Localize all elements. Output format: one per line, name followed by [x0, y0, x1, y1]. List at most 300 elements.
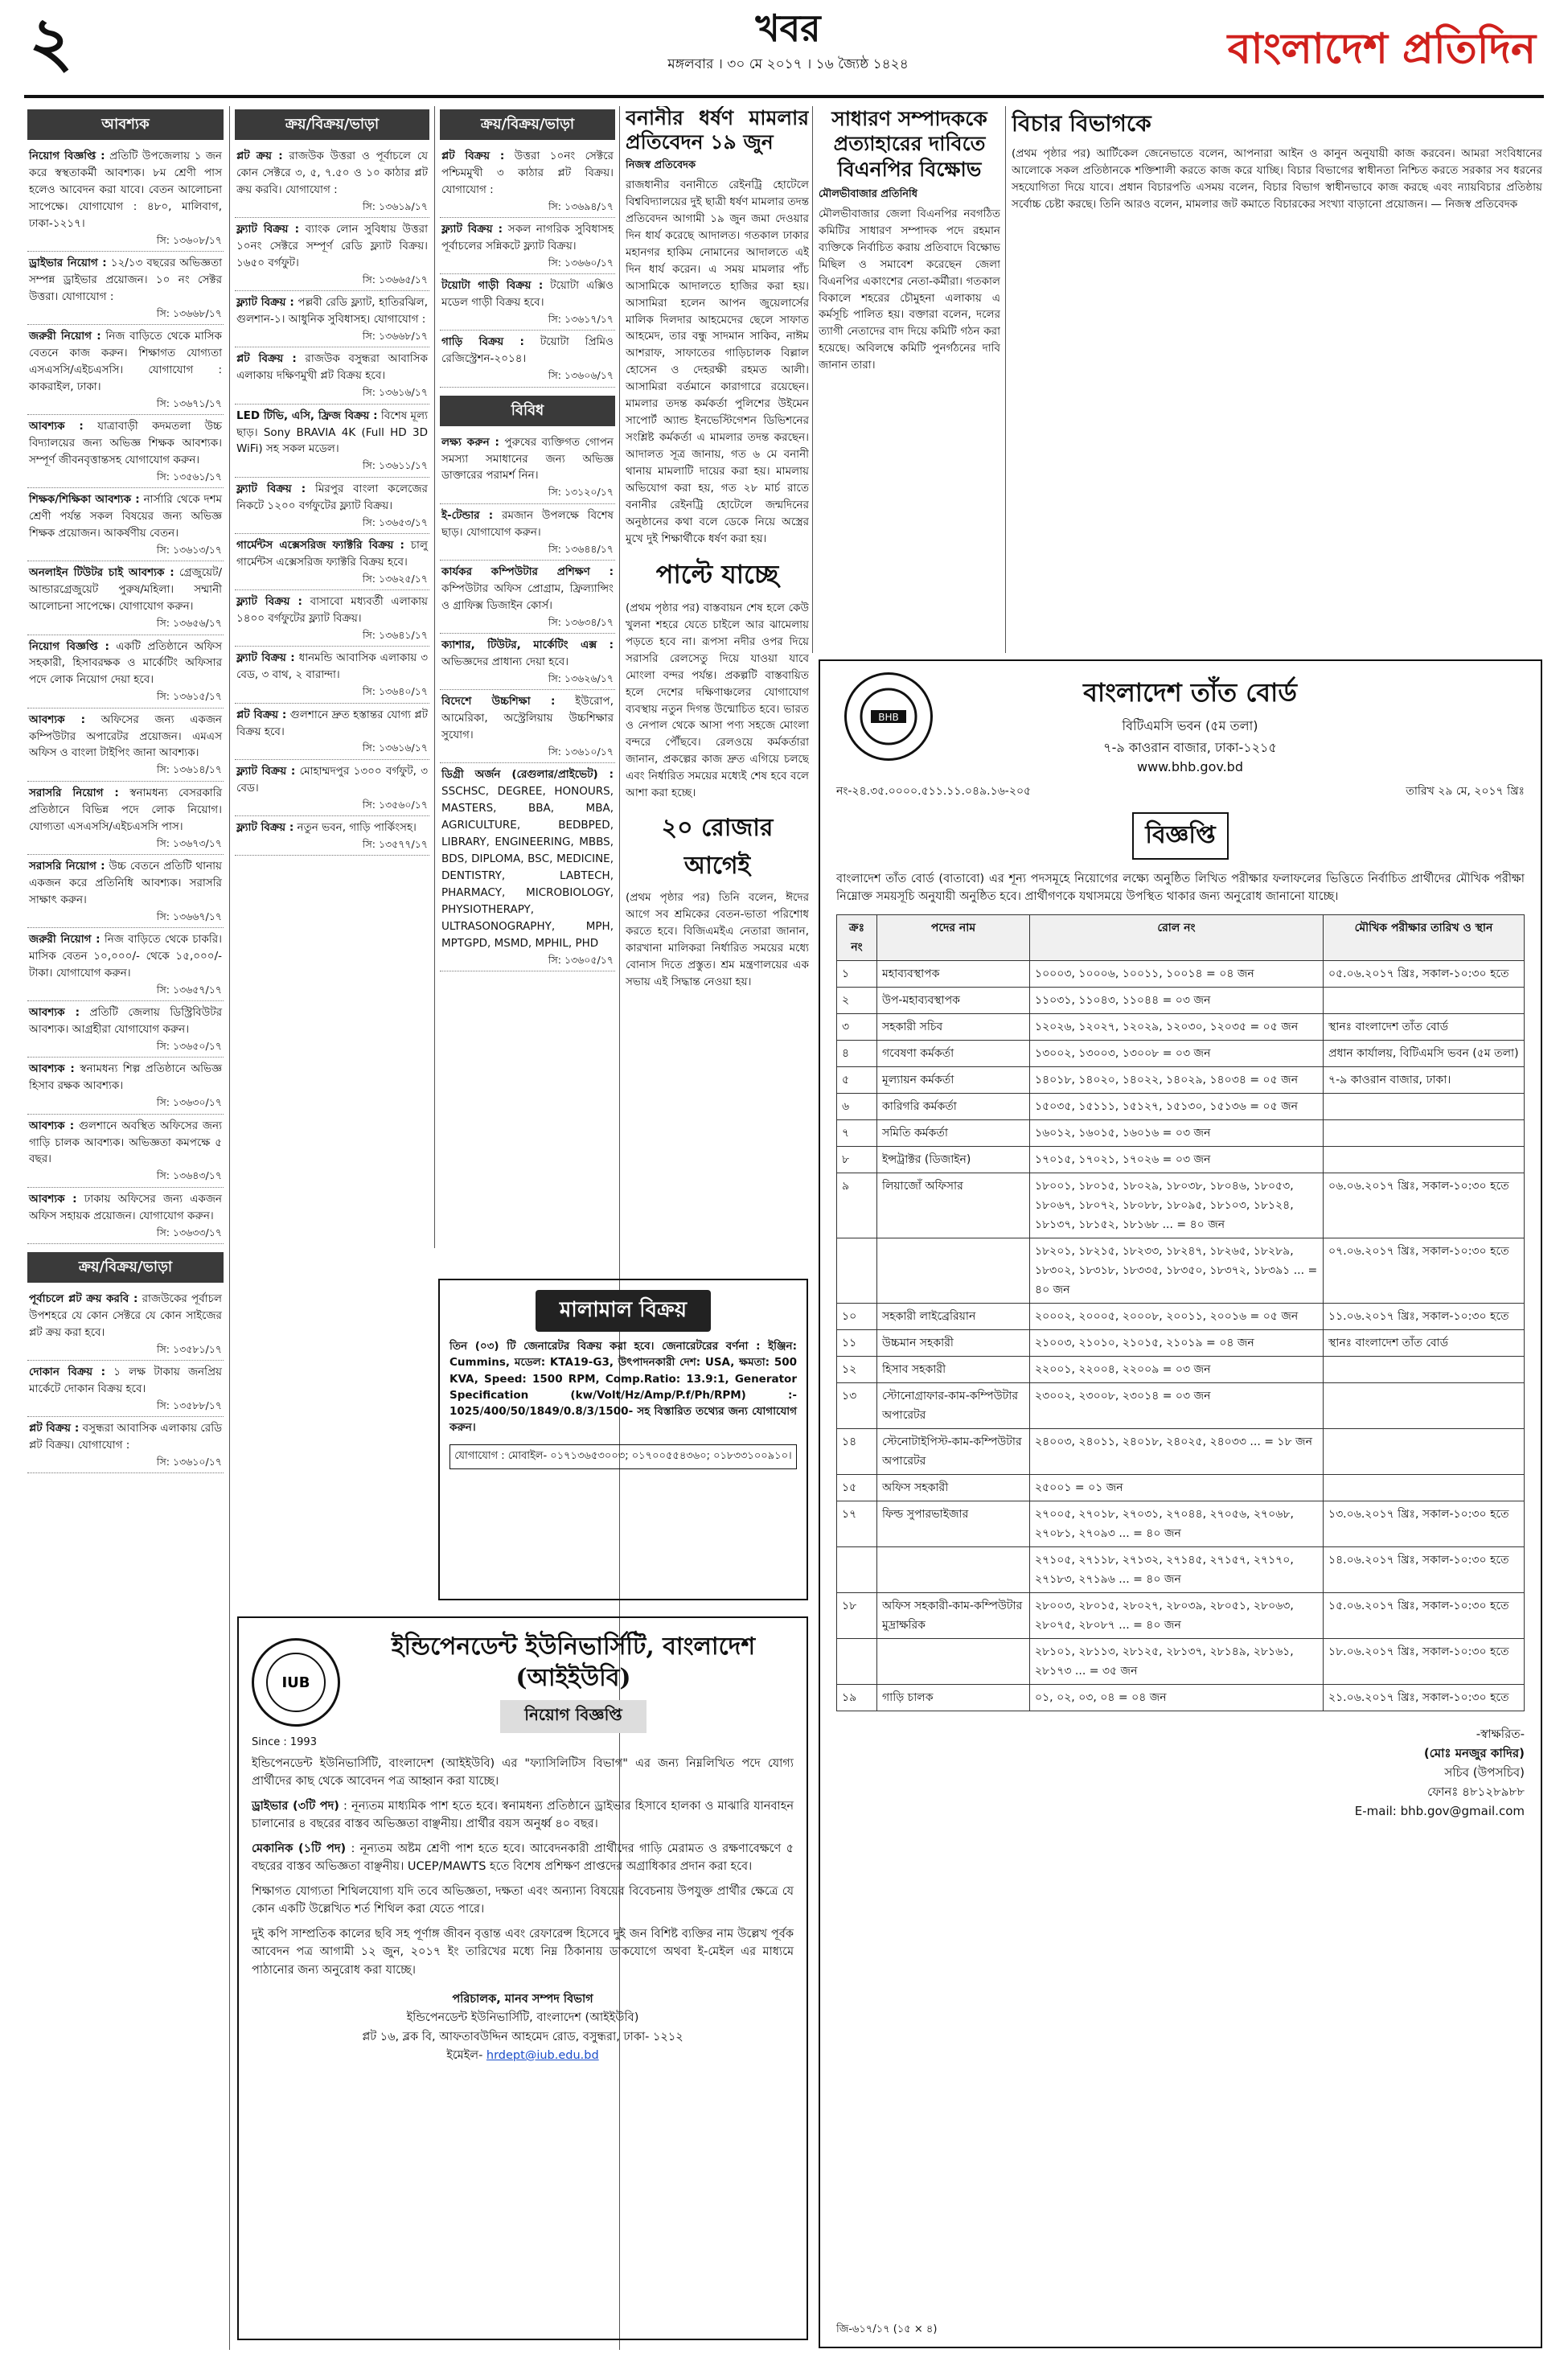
ad-ref: সি: ১৩৬১৪/১৭ [156, 763, 222, 776]
classified-ad [440, 331, 615, 387]
iub-note: শিক্ষাগত যোগ্যতা শিথিলযোগ্য যদি তবে অভিজ্ঞতা, দক্ষতা এবং অন্যান্য বিষয়ের বিবেচনায় উপযুক্ত প্রার্থীর ক্ষেত্রে যে কোন একটি উল্লেখিত শর্ত শিথিল করা যেতে পারে। [252, 1884, 794, 1916]
iub-recruitment-ad [237, 1616, 808, 2340]
table-row [837, 1546, 1525, 1592]
table-cell-rolls: ১৪০১৮, ১৪০২০, ১৪০২২, ১৪০২৯, ১৪০৩৪ = ০৫ জন [1030, 1066, 1324, 1093]
ad-title: প্লট বিক্রয় : [441, 149, 505, 162]
ad-ref: সি: ১৩৬৭৩/১৭ [156, 836, 222, 849]
table-cell-when: ১৫.০৬.২০১৭ খ্রিঃ, সকাল-১০:৩০ হতে [1324, 1592, 1525, 1638]
iub-notice-title: নিয়োগ বিজ্ঞপ্তি [500, 1700, 646, 1733]
signer-name: (মোঃ মনজুর কাদির) [1423, 1745, 1525, 1760]
page-number: ২ [29, 2, 73, 81]
ad-title: টয়োটা গাড়ী বিক্রয় : [441, 279, 544, 293]
ad-body: যাত্রাবাড়ী কদমতলা উচ্চ বিদ্যালয়ের জন্য অভিজ্ঞ শিক্ষক আবশ্যক। সম্পূর্ণ জীবনবৃত্তান্তসহ যোগাযোগ করুন। [29, 420, 222, 466]
table-cell-when [1324, 1119, 1525, 1146]
table-row [837, 1474, 1525, 1501]
signer-phone: ফোনঃ ৪৮১২৮৯৮৮ [1426, 1784, 1525, 1799]
table-cell-rolls: ১৫০৩৫, ১৫১১১, ১৫১২৭, ১৫১৩০, ১৫১৩৬ = ০৫ জন [1030, 1093, 1324, 1119]
classified-column-1 [27, 106, 224, 2350]
notice-date: তারিখ ২৯ মে, ২০১৭ খ্রিঃ [1406, 785, 1525, 798]
ad-ref: সি: ১৩৫৬০/১৭ [362, 798, 428, 811]
ad-body: গুলশানে দ্রুত হস্তান্তর যোগ্য প্লট বিক্রয় হবে। [236, 708, 428, 738]
classified-ad [235, 218, 429, 291]
ad-list [235, 145, 429, 856]
iub-footer: পরিচালক, মানব সম্পদ বিভাগ [452, 1993, 593, 2006]
notice-address: ৭-৯ কাওরান বাজার, ঢাকা-১২১৫ [1103, 740, 1277, 755]
table-cell-post: স্টোনোগ্রাফার-কাম-কম্পিউটার অপারেটর [877, 1382, 1030, 1428]
classified-ad [440, 145, 615, 218]
table-cell-post: গবেষণা কর্মকর্তা [877, 1040, 1030, 1066]
ad-title: জরুরী নিয়োগ : [29, 330, 101, 343]
table-row [837, 1329, 1525, 1356]
ad-title: ফ্ল্যাট বিক্রয় : [236, 296, 294, 310]
classified-column-3 [440, 106, 615, 1248]
ad-title: প্লট বিক্রয় : [236, 708, 287, 721]
ad-body: SSCHSC, DEGREE, HONOURS, MASTERS, BBA, MBA, AGRICULTURE, BEDBPED, LIBRARY, ENGINEERING, MBBS, BDS, DIPLOMA, BSC, MEDICINE, DENTISTRY, LABTECH, PHARMACY, MICROBIOLOGY, PHYSIOTHERAPY, ULTRASONOGRAPHY, MPH, MPTGPD, MSMD, MPHIL, PHD [441, 785, 614, 950]
ad-title: প্লট বিক্রয় : [236, 352, 297, 366]
ad-body: গুলশানে অবস্থিত অফিসের জন্য গাড়ি চালক আবশ্যক। অভিজ্ঞতা কমপক্ষে ৫ বছর। [29, 1119, 222, 1166]
table-cell-rolls: ১১০৩১, ১১০৪৩, ১১০৪৪ = ০৩ জন [1030, 987, 1324, 1013]
classified-ad [27, 1417, 224, 1473]
table-cell-post: ইন্সট্রাক্টর (ডিজাইন) [877, 1146, 1030, 1173]
ad-body: চালু গার্মেন্টস এক্সেসরিজ ফ্যাক্টরি বিক্রয় হবে। [236, 538, 428, 569]
ad-body: নিজ বাড়িতে থেকে চাকরি। মাসিক বেতন ১০,০০০/- থেকে ১৫,০০০/- টাকা। যোগাযোগ করুন। [29, 933, 222, 980]
ad-body: ইউরোপ, আমেরিকা, অস্ট্রেলিয়ায় উচ্চশিক্ষার সুযোগ। [441, 695, 614, 742]
ad-ref: সি: ১৩৬৭১/১৭ [156, 396, 222, 409]
ad-body: পুরুষের ব্যক্তিগত গোপন সমস্যা সমাধানের জন্য অভিজ্ঞ ডাক্তারের পরামর্শ নিন। [441, 435, 614, 483]
ad-title: আবশ্যক : [29, 1006, 80, 1020]
classified-ad [27, 635, 224, 709]
ad-ref: সি: ১৩৬২৬/১৭ [548, 672, 614, 684]
classified-ad [440, 763, 615, 971]
ad-ref: সি: ১৩৬৩০/১৭ [156, 1096, 222, 1109]
ad-title: LED টিভি, এসি, ফ্রিজ বিক্রয় : [236, 409, 378, 422]
table-row [837, 1119, 1525, 1146]
ad-body: গ্রেজুয়েট/আন্ডারগ্রেজুয়েট পুরুষ/মহিলা। সম্মানী আলোচনা সাপেক্ষে। যোগাযোগ করুন। [29, 566, 222, 614]
ad-body: নার্সারি থেকে দশম শ্রেণী পর্যন্ত সকল বিষয়ের জন্য অভিজ্ঞ শিক্ষক প্রয়োজন। আকর্ষণীয় বেতন। [29, 493, 223, 540]
table-cell-sl: ৪ [837, 1040, 877, 1066]
table-row [837, 1238, 1525, 1303]
sale-heading: মালামাল বিক্রয় [536, 1290, 711, 1332]
classified-ad [440, 431, 615, 504]
iub-post-desc: : নূন্যতম মাধ্যমিক পাশ হতে হবে। স্বনামধন্য প্রতিষ্ঠানে ড্রাইভার হিসাবে হালকা ও মাঝারি যানবাহন চালানোর ৪ বছরের বাস্তব অভিজ্ঞতা বাঞ্ছনীয়। প্রার্থীর বয়স অনুর্ধ্ব ৪০ বছর। [252, 1799, 794, 1831]
table-cell-when [1324, 1428, 1525, 1474]
table-cell-when: ২১.০৬.২০১৭ খ্রিঃ, সকাল-১০:৩০ হতে [1324, 1684, 1525, 1711]
ad-title: দোকান বিক্রয় : [29, 1366, 106, 1379]
classified-ad [27, 1361, 224, 1417]
table-cell-when: ১৩.০৬.২০১৭ খ্রিঃ, সকাল-১০:৩০ হতে [1324, 1501, 1525, 1546]
ad-body: রমজান উপলক্ষে বিশেষ ছাড়। যোগাযোগ করুন। [441, 508, 614, 539]
table-cell-post: সহকারী লাইব্রেরিয়ান [877, 1303, 1030, 1329]
ad-title: লক্ষ্য করুন : [441, 435, 499, 449]
article-body: (প্রথম পৃষ্ঠার পর) আর্টিকেল জেনেভাতে বলেন, আপনারা আইন ও কানুন অনুযায়ী কাজ করবেন। আমরা সংবিধানের আলোকে সকল প্রতিষ্ঠানকে শক্তিশালী করতে কাজ করে যাচ্ছি। বিচার বিভাগের স্বাধীনতা নিশ্চিত করতে সরকার সব ধরনের সহযোগিতা দিয়ে যাবে। প্রধান বিচারপতি এসময় বলেন, বিচার বিভাগ স্বাধীনভাবে কাজ করছে এবং ন্যায়বিচার প্রতিষ্ঠায় সর্বোচ্চ চেষ্টা করছে। তিনি আরও বলেন, মামলার জট কমাতে বিচারকের সংখ্যা বাড়ানো প্রয়োজন। — নিজস্ব প্রতিবেদক [1012, 147, 1542, 212]
table-cell-rolls: ২৮০০৩, ২৮০১৫, ২৮০২৭, ২৮০৩৯, ২৮০৫১, ২৮০৬৩, ২৮০৭৫, ২৮০৮৭ ... = ৪০ জন [1030, 1592, 1324, 1638]
ad-title: ফ্ল্যাট বিক্রয় : [236, 595, 302, 609]
ad-title: গাড়ি বিক্রয় : [441, 335, 524, 349]
table-row [837, 1173, 1525, 1238]
table-cell-sl: ৮ [837, 1146, 877, 1173]
sale-contact: যোগাযোগ : মোবাইল- ০১৭১৩৬৫৩০০৩; ০১৭০০৫৫৪৩৬০; ০১৮৩৩১০০৯১০। [449, 1444, 797, 1469]
column-heading: বিবিধ [440, 396, 615, 426]
table-cell-rolls: ২৭০০৫, ২৭০১৮, ২৭০৩১, ২৭০৪৪, ২৭০৫৬, ২৭০৬৮, ২৭০৮১, ২৭০৯৩ ... = ৪০ জন [1030, 1501, 1324, 1546]
svg-text:IUB: IUB [281, 1674, 310, 1691]
article-headline: সাধারণ সম্পাদককে প্রত্যাহারের দাবিতে বিএনপির বিক্ষোভ [831, 107, 987, 181]
table-cell-post: লিয়াজোঁ অফিসার [877, 1173, 1030, 1238]
ad-title: সরাসরি নিয়োগ : [29, 786, 119, 799]
table-cell-sl: ১০ [837, 1303, 877, 1329]
article-body: মৌলভীবাজার জেলা বিএনপির নবগঠিত কমিটির সাধারণ সম্পাদক পদে রহমান ব্যক্তিকে নির্বাচিত করায় প্রতিবাদে বিক্ষোভ মিছিল ও সমাবেশ করেছেন জেলা বিএনপির একাংশের নেতা-কর্মীরা। গতকাল বিকালে শহরের চৌমুহনা এলাকায় এ কর্মসূচি পালিত হয়। বক্তারা বলেন, দলের ত্যাগী নেতাদের বাদ দিয়ে কমিটি গঠন করা হয়েছে। অবিলম্বে কমিটি পুনর্গঠনের দাবি জানান তারা। [819, 207, 1000, 372]
table-header-cell: রোল নং [1030, 914, 1324, 960]
table-cell-post: অফিস সহকারী [877, 1474, 1030, 1501]
table-row [837, 1638, 1525, 1684]
ad-ref: সি: ১৩৫৮১/১৭ [156, 1342, 222, 1355]
table-cell-post [877, 1546, 1030, 1592]
table-cell-rolls: ১৮২০১, ১৮২১৫, ১৮২৩৩, ১৮২৪৭, ১৮২৬৫, ১৮২৮৯, ১৮৩০২, ১৮৩১৮, ১৮৩৩৫, ১৮৩৫০, ১৮৩৭২, ১৮৩৯১ ... = ৪০ জন [1030, 1238, 1324, 1303]
ad-title: প্লট বিক্রয় : [29, 1422, 80, 1435]
table-cell-when: ০৫.০৬.২০১৭ খ্রিঃ, সকাল-১০:৩০ হতে [1324, 960, 1525, 987]
news-article-judiciary [1012, 106, 1542, 645]
table-cell-post: মহাব্যবস্থাপক [877, 960, 1030, 987]
ad-body: বসুন্ধরা আবাসিক এলাকায় রেডি প্লট বিক্রয়। যোগাযোগ : [29, 1422, 223, 1452]
news-article-bnp [819, 106, 1000, 645]
iub-footer: প্লট ১৬, ব্লক বি, আফতাবউদ্দিন আহমেদ রোড, বসুন্ধরা, ঢাকা- ১২১২ [362, 2030, 683, 2043]
table-cell-rolls: ১২০২৬, ১২০২৭, ১২০২৯, ১২০৩০, ১২০৩৫ = ০৫ জন [1030, 1013, 1324, 1040]
article-headline: বনানীর ধর্ষণ মামলার প্রতিবেদন ১৯ জুন [626, 106, 809, 154]
ad-title: ক্যাশার, টিউটর, মার্কেটিং এক্স : [441, 639, 614, 652]
classified-ad [27, 782, 224, 855]
table-header-cell: মৌখিক পরীক্ষার তারিখ ও স্থান [1324, 914, 1525, 960]
news-article-banani [626, 106, 809, 1288]
classified-ad [27, 325, 224, 415]
ad-body: রাজউক উত্তরা ও পূর্বাচলে যে কোন সেক্টরে ৩, ৫, ৭.৫০ ও ১০ কাঠার প্লট ক্রয় করবি। যোগাযোগ : [236, 149, 428, 196]
classified-ad [440, 218, 615, 274]
ad-title: ফ্ল্যাট বিক্রয় : [441, 223, 503, 236]
ad-title: সরাসরি নিয়োগ : [29, 859, 105, 873]
iub-logo-icon [252, 1638, 340, 1727]
table-cell-when: স্থানঃ বাংলাদেশ তাঁত বোর্ড [1324, 1013, 1525, 1040]
notice-website: www.bhb.gov.bd [1137, 759, 1243, 774]
ad-ref: সি: ১৩৬৫৩/১৭ [362, 515, 428, 528]
column-heading: ক্রয়/বিক্রয়/ভাড়া [27, 1252, 224, 1283]
table-cell-rolls: ১৩০০২, ১৩০০৩, ১৩০০৮ = ০৩ জন [1030, 1040, 1324, 1066]
ad-body: মোহাম্মদপুর ১৩০০ বর্গফুট, ৩ বেড। [236, 764, 428, 795]
table-cell-rolls: ২৭১০৫, ২৭১১৮, ২৭১৩২, ২৭১৪৫, ২৭১৫৭, ২৭১৭০, ২৭১৮৩, ২৭১৯৬ ... = ৪০ জন [1030, 1546, 1324, 1592]
classified-ad [27, 1288, 224, 1361]
ad-title: আবশ্যক : [29, 1192, 77, 1205]
ad-ref: সি: ১৩৬১৩/১৭ [156, 543, 222, 556]
ad-ref: সি: ১৩৬১০/১৭ [156, 1456, 222, 1468]
ad-body: বাসাবো মধ্যবর্তী এলাকায় ১৪০০ বর্গফুটের ফ্ল্যাট বিক্রয়। [236, 595, 428, 626]
table-cell-post: উপ-মহাব্যবস্থাপক [877, 987, 1030, 1013]
table-cell-when [1324, 1093, 1525, 1119]
table-cell-rolls: ২৮১০১, ২৮১১৩, ২৮১২৫, ২৮১৩৭, ২৮১৪৯, ২৮১৬১, ২৮১৭৩ ... = ৩৫ জন [1030, 1638, 1324, 1684]
ad-body: অভিজ্ঞদের প্রাধান্য দেয়া হবে। [441, 655, 569, 668]
ad-body: পল্লবী রেডি ফ্ল্যাট, হাতিরঝিল, গুলশান-১। আধুনিক সুবিধাসহ। যোগাযোগ : [236, 296, 428, 327]
classified-ad [235, 816, 429, 856]
classified-ad [27, 1188, 224, 1244]
ad-body: নিজ বাড়িতে থেকে মাসিক বেতনে কাজ করুন। শিক্ষাগত যোগ্যতা এসএসসি/এইচএসসি। যোগাযোগ : কাকরাইল, ঢাকা। [29, 330, 222, 393]
ad-title: আবশ্যক : [29, 420, 84, 433]
iub-post [252, 1797, 794, 1834]
ad-ref: সি: ১৩৬৪৩/১৭ [156, 1169, 222, 1182]
notice-memo: নং-২৪.৩৫.০০০০.৫১১.১১.০৪৯.১৬-২০৫ [836, 785, 1032, 798]
ad-ref: সি: ১৩৬১০/১৭ [548, 745, 614, 758]
ad-ref: সি: ১৩৬১৬/১৭ [362, 741, 428, 754]
table-row [837, 1428, 1525, 1474]
classified-ad [235, 760, 429, 816]
ad-title: ফ্ল্যাট বিক্রয় : [236, 651, 295, 665]
table-cell-when: স্থানঃ বাংলাদেশ তাঁত বোর্ড [1324, 1329, 1525, 1356]
ad-ref: সি: ১৩৬৪১/১৭ [362, 629, 428, 642]
ad-body: উচ্চ বেতনে প্রতিটি থানায় একজন করে প্রতিনিধি আবশ্যক। সরাসরি সাক্ষাৎ করুন। [29, 859, 222, 906]
ad-body: স্বনামধন্য বেসরকারি প্রতিষ্ঠানে বিভিন্ন পদে লোক নিয়োগ। যোগ্যতা এসএসসি/এইচএসসি পাস। [29, 786, 222, 833]
table-header-cell: পদের নাম [877, 914, 1030, 960]
classified-ad [440, 504, 615, 561]
ad-title: আবশ্যক : [29, 1119, 75, 1132]
ad-body: মিরপুর বাংলা কলেজের নিকটে ১২০০ বর্গফুটের ফ্ল্যাট বিক্রয়। [236, 482, 428, 512]
table-cell-sl: ৭ [837, 1119, 877, 1146]
table-cell-sl [837, 1546, 877, 1592]
article-headline: ২০ রোজার আগেই [661, 814, 774, 880]
table-cell-rolls: ২৫০০১ = ০১ জন [1030, 1474, 1324, 1501]
ad-body: রাজউক বসুন্ধরা আবাসিক এলাকায় দক্ষিণমুখী প্লট বিক্রয় হবে। [236, 352, 428, 383]
sale-body: তিন (০৩) টি জেনারেটর বিক্রয় করা হবে। জেনারেটরের বর্ণনা : ইঞ্জিন: Cummins, মডেল: KTA19-G3, উৎপাদনকারী দেশ: USA, ক্ষমতা: 500 KVA, Speed: 1500 RPM, Comp.Ratio: 13.9:1, Generator Specification (kw/Volt/Hz/Amp/P.f/Ph/RPM) :- 1025/400/50/1849/0.8/3/1500- সহ বিস্তারিত তথ্যের জন্য যোগাযোগ করুন। [449, 1340, 797, 1435]
classified-ad [235, 347, 429, 404]
classified-ad [235, 145, 429, 218]
classified-ad [27, 928, 224, 1001]
ad-body: বিশেষ মূল্য ছাড়। Sony BRAVIA 4K (Full HD 3D WiFi) সহ সকল মডেল। [236, 409, 428, 456]
classified-ad [27, 415, 224, 488]
ad-body: ঢাকায় অফিসের জন্য একজন অফিস সহায়ক প্রয়োজন। যোগাযোগ করুন। [29, 1192, 222, 1222]
article-byline: নিজস্ব প্রতিবেদক [626, 159, 696, 171]
iub-post-name: ড্রাইভার (৩টি পদ) [252, 1799, 339, 1813]
table-cell-rolls: ০১, ০২, ০৩, ০৪ = ০৪ জন [1030, 1684, 1324, 1711]
table-cell-when [1324, 987, 1525, 1013]
table-row [837, 1356, 1525, 1382]
table-cell-when: প্রধান কার্যালয়, বিটিএমসি ভবন (৫ম তলা) [1324, 1040, 1525, 1066]
table-row [837, 1501, 1525, 1546]
classified-ad [27, 488, 224, 561]
ad-body: উত্তরা ১০নং সেক্টরে পশ্চিমমুখী ৩ কাঠার প্লট বিক্রয়। যোগাযোগ : [441, 149, 614, 196]
table-cell-when: ১১.০৬.২০১৭ খ্রিঃ, সকাল-১০:৩০ হতে [1324, 1303, 1525, 1329]
ad-title: শিক্ষক/শিক্ষিকা আবশ্যক : [29, 493, 140, 507]
classified-ad [440, 690, 615, 763]
table-row [837, 1066, 1525, 1093]
table-row [837, 1684, 1525, 1711]
table-row [837, 1592, 1525, 1638]
table-cell-when: ১৪.০৬.২০১৭ খ্রিঃ, সকাল-১০:৩০ হতে [1324, 1546, 1525, 1592]
classified-ad [27, 145, 224, 252]
table-cell-post: সহকারী সচিব [877, 1013, 1030, 1040]
table-cell-sl: ২ [837, 987, 877, 1013]
svg-text:BHB: BHB [878, 712, 899, 723]
iub-since: Since : 1993 [252, 1736, 317, 1748]
ad-title: ডিগ্রী অর্জন (রেগুলার/প্রাইভেট) : [441, 768, 614, 782]
section-title: খবর [755, 6, 821, 50]
article-body: (প্রথম পৃষ্ঠার পর) তিনি বলেন, ঈদের আগে সব শ্রমিকের বেতন-ভাতা পরিশোধ করতে হবে। বিজিএমইএ নেতারা জানান, কারখানা মালিকরা নির্ধারিত সময়ের মধ্যে বোনাস দিতে প্রস্তুত। শ্রম মন্ত্রণালয়ের এক সভায় এই সিদ্ধান্ত নেওয়া হয়। [626, 891, 809, 988]
classified-ad [235, 291, 429, 347]
ad-title: জরুরী নিয়োগ : [29, 933, 101, 947]
table-row [837, 987, 1525, 1013]
ad-body: প্রতিটি জেলায় ডিস্ট্রিবিউটর আবশ্যক। আগ্রহীরা যোগাযোগ করুন। [29, 1006, 222, 1037]
classified-ad [27, 1058, 224, 1114]
table-cell-sl: ১৮ [837, 1592, 877, 1638]
table-cell-sl: ১৩ [837, 1382, 877, 1428]
ad-title: অনলাইন টিউটর চাই আবশ্যক : [29, 566, 174, 580]
ad-body: কম্পিউটার অফিস প্রোগ্রাম, ফ্রিল্যান্সিং ও গ্রাফিক্স ডিজাইন কোর্স। [441, 581, 614, 612]
newspaper-logo: বাংলাদেশ প্রতিদিন [1227, 24, 1536, 73]
iub-intro: ইন্ডিপেনডেন্ট ইউনিভার্সিটি, বাংলাদেশ (আইইউবি) এর "ফ্যাসিলিটিস বিভাগ" এর জন্য নিম্নলিখিত পদে যোগ্য প্রার্থীদের কাছ থেকে আবেদন পত্র আহ্বান করা যাচ্ছে। [252, 1757, 794, 1789]
ad-list [27, 145, 224, 1244]
section-header [482, 8, 1094, 76]
table-cell-sl: ১৫ [837, 1474, 877, 1501]
ad-body: রাজউকের পূর্বাচল উপশহরে যে কোন সেক্টরে যে কোন সাইজের প্লট ক্রয় করা হবে। [29, 1292, 222, 1339]
ad-body: ধানমন্ডি আবাসিক এলাকায় ৩ বেড, ৩ বাথ, ২ বারান্দা। [236, 651, 428, 682]
table-cell-when: ০৭.০৬.২০১৭ খ্রিঃ, সকাল-১০:৩০ হতে [1324, 1238, 1525, 1303]
ad-ref: সি: ১৩৬৬৫/১৭ [362, 273, 428, 285]
ad-list [27, 1288, 224, 1474]
ad-ref: সি: ১৩৬০৫/১৭ [548, 953, 614, 966]
table-row [837, 1040, 1525, 1066]
classified-ad [27, 1001, 224, 1058]
ad-body: ব্যাংক লোন সুবিধায় উত্তরা ১০নং সেক্টরে সম্পূর্ণ রেডি ফ্ল্যাট বিক্রয়। ১৬৫০ বর্গফুট। [236, 223, 428, 269]
notice-ref: জি-৬১৭/১৭ (১৫ × ৪) [836, 2323, 938, 2335]
article-byline: মৌলভীবাজার প্রতিনিধি [819, 187, 918, 200]
classified-ad [27, 855, 224, 928]
column-divider [812, 106, 813, 653]
table-row [837, 1303, 1525, 1329]
table-cell-sl [837, 1238, 877, 1303]
notice-org: বাংলাদেশ তাঁত বোর্ড [1083, 677, 1297, 708]
ad-body: ১ লক্ষ টাকায় জনপ্রিয় মার্কেটে দোকান বিক্রয় হবে। [29, 1366, 222, 1395]
board-logo-icon [844, 672, 933, 761]
table-cell-sl: ১৭ [837, 1501, 877, 1546]
table-cell-when [1324, 1146, 1525, 1173]
table-cell-post: মূল্যায়ন কর্মকর্তা [877, 1066, 1030, 1093]
table-row [837, 1382, 1525, 1428]
iub-post-desc: : নূন্যতম অষ্টম শ্রেণী পাশ হতে হবে। আবেদনকারী প্রার্থীদের গাড়ি মেরামত ও রক্ষণাবেক্ষণে ৫ বছরের বাস্তব অভিজ্ঞতা বাঞ্ছনীয়। UCEP/MAWTS হতে বিশেষ প্রশিক্ষণ প্রাপ্তদের অগ্রাধিকার প্রদান করা হবে। [252, 1842, 794, 1874]
ad-title: পূর্বাচলে প্লট ক্রয় করবি : [29, 1292, 138, 1305]
table-cell-when: ০৬.০৬.২০১৭ খ্রিঃ, সকাল-১০:৩০ হতে [1324, 1173, 1525, 1238]
signature-note: -স্বাক্ষরিত- [1476, 1726, 1525, 1741]
ad-body: একটি প্রতিষ্ঠানে অফিস সহকারী, হিসাবরক্ষক ও মার্কেটিং অফিসার পদে লোক নিয়োগ দেয়া হবে। [29, 639, 222, 687]
iub-footer: ইন্ডিপেনডেন্ট ইউনিভার্সিটি, বাংলাদেশ (আইইউবি) [406, 2011, 639, 2025]
notice-address: বিটিএমসি ভবন (৫ম তলা) [1122, 718, 1258, 733]
ad-ref: সি: ১৩৬৬৭/১৭ [156, 910, 222, 922]
table-header-cell: ক্রঃ নং [837, 914, 877, 960]
column-divider [434, 106, 435, 1248]
table-cell-post: গাড়ি চালক [877, 1684, 1030, 1711]
iub-post-list [252, 1797, 794, 1876]
iub-email-link[interactable]: hrdept@iub.edu.bd [486, 2048, 599, 2062]
table-cell-sl: ৩ [837, 1013, 877, 1040]
classified-ad [235, 647, 429, 703]
ad-ref: সি: ১৩৬৬৮/১৭ [156, 306, 222, 319]
table-cell-sl: ১১ [837, 1329, 877, 1356]
classified-ad [440, 634, 615, 690]
classified-ad [235, 534, 429, 590]
column-heading: ক্রয়/বিক্রয়/ভাড়া [235, 109, 429, 140]
iub-name: ইন্ডিপেনডেন্ট ইউনিভার্সিটি, বাংলাদেশ (আইইউবি) [391, 1633, 756, 1692]
ad-ref: সি: ১৩৬৩৪/১৭ [548, 615, 614, 628]
ad-title: আবশ্যক : [29, 1062, 75, 1076]
table-cell-rolls: ২২০০১, ২২০০৪, ২২০০৯ = ০৩ জন [1030, 1356, 1324, 1382]
article-body: রাজধানীর বনানীতে রেইনট্রি হোটেলে বিশ্ববিদ্যালয়ের দুই ছাত্রী ধর্ষণ মামলার তদন্ত প্রতিবেদন আগামী ১৯ জুন জমা দেওয়ার দিন ধার্য করেছে আদালত। গতকাল ঢাকার মহানগর হাকিম নোমানের আদালতে এই দিন ধার্য করেন। এ সময় মামলার পাঁচ আসামিকে আদালতে হাজির করা হয়। আসামিরা হলেন আপন জুয়েলার্সের মালিক দিলদার আহমেদের ছেলে সাফাত আহমেদ, তার বন্ধু সাদমান সাকিব, নাঈম আশরাফ, সাফাতের গাড়িচালক বিল্লাল হোসেন ও দেহরক্ষী রহমত আলী। আসামিরা বর্তমানে কারাগারে রয়েছেন। মামলার তদন্ত কর্মকর্তা পুলিশের উইমেন সাপোর্ট অ্যান্ড ইনভেস্টিগেশন ডিভিশনের সংশ্লিষ্ট কর্মকর্তা এ মামলার তদন্ত করছেন। আদালত সূত্র জানায়, গত ৬ মে বনানী থানায় মামলাটি দায়ের করা হয়। মামলায় অভিযোগ করা হয়, গত ২৮ মার্চ রাতে বনানীর রেইনট্রি হোটেলে জন্মদিনের অনুষ্ঠানের কথা বলে ডেকে নিয়ে অস্ত্রের মুখে দুই শিক্ষার্থীকে ধর্ষণ করা হয়। [626, 179, 809, 545]
table-cell-post: সমিতি কর্মকর্তা [877, 1119, 1030, 1146]
ad-list [440, 145, 615, 388]
table-row [837, 1013, 1525, 1040]
ad-ref: সি: ১৩৫৭৭/১৭ [362, 837, 428, 850]
ad-list [440, 431, 615, 971]
article-body: (প্রথম পৃষ্ঠার পর) বাস্তবায়ন শেষ হলে কেউ খুলনা শহরে যেতে চাইলে আর ঝামেলায় পড়তে হবে না। রূপসা নদীর ওপর দিয়ে সরাসরি রেলসেতু দিয়ে যাওয়া যাবে মোংলা বন্দর পর্যন্ত। প্রকল্পটি বাস্তবায়িত হলে দেশের দক্ষিণাঞ্চলের যোগাযোগ ব্যবস্থায় নতুন দিগন্ত উন্মোচিত হবে। ভারত ও নেপাল থেকে আসা পণ্য সহজে মোংলা বন্দরে পৌঁছবে। রেলওয়ে কর্মকর্তারা জানান, প্রকল্পের কাজ দ্রুত এগিয়ে চলছে এবং নির্ধারিত সময়ের মধ্যেই শেষ হবে বলে আশা করা হচ্ছে। [626, 602, 809, 800]
table-cell-sl: ১৪ [837, 1428, 877, 1474]
date-line: মঙ্গলবার । ৩০ মে ২০১৭ । ১৬ জ্যৈষ্ঠ ১৪২৪ [667, 55, 909, 72]
iub-note: দুই কপি সাম্প্রতিক কালের ছবি সহ পূর্ণাঙ্গ জীবন বৃত্তান্ত এবং রেফারেন্স হিসেবে দুই জন বিশিষ্ট ব্যক্তির নাম উল্লেখ পূর্বক আবেদন পত্র আগামী ১২ জুন, ২০১৭ ইং তারিখের মধ্যে নিম্ন ঠিকানায় ডাকযোগে অথবা ই-মেইল এর মাধ্যমে পাঠানোর জন্য অনুরোধ করা যাচ্ছে। [252, 1927, 794, 1977]
table-cell-when [1324, 1382, 1525, 1428]
classified-column-2 [235, 106, 429, 1361]
ad-ref: সি: ১৩৬৩৩/১৭ [156, 1226, 222, 1238]
signer-email: E-mail: bhb.gov@gmail.com [1354, 1803, 1525, 1818]
table-cell-rolls: ২০০০২, ২০০০৫, ২০০০৮, ২০০১১, ২০০১৬ = ০৫ জন [1030, 1303, 1324, 1329]
column-divider [229, 106, 230, 2350]
ad-title: ফ্ল্যাট বিক্রয় : [236, 223, 299, 236]
handloom-board-notice [819, 659, 1542, 2348]
classified-ad [235, 478, 429, 534]
ad-body: টয়োটা এক্সিও মডেল গাড়ী বিক্রয় হবে। [441, 279, 614, 310]
ad-title: ই-টেন্ডার : [441, 508, 494, 522]
ad-title: কার্যকর কম্পিউটার প্রশিক্ষণ : [441, 565, 614, 578]
ad-ref: সি: ১৩৬১৭/১৭ [548, 313, 614, 326]
classified-ad [27, 1115, 224, 1188]
ad-title: ফ্ল্যাট বিক্রয় : [236, 821, 294, 835]
table-cell-when [1324, 1356, 1525, 1382]
ad-title: নিয়োগ বিজ্ঞপ্তি : [29, 149, 105, 162]
ad-body: অফিসের জন্য একজন কম্পিউটার অপারেটর প্রয়োজন। এমএস অফিস ও বাংলা টাইপিং জানা আবশ্যক। [29, 713, 222, 760]
column-heading: ক্রয়/বিক্রয়/ভাড়া [440, 109, 615, 140]
interview-schedule-table [836, 914, 1525, 1711]
table-cell-sl: ৫ [837, 1066, 877, 1093]
ad-title: আবশ্যক : [29, 713, 86, 726]
ad-ref: সি: ১৩৬৪৪/১৭ [548, 542, 614, 555]
table-cell-post [877, 1238, 1030, 1303]
table-cell-post: উচ্চমান সহকারী [877, 1329, 1030, 1356]
table-cell-when: ৭-৯ কাওরান বাজার, ঢাকা। [1324, 1066, 1525, 1093]
ad-body: প্রতিটি উপজেলায় ১ জন করে স্বস্থতাকর্মী আবশ্যক। ৮ম শ্রেণী পাস হলেও আবেদন করা যাবে। বেতন আলোচনা সাপেক্ষে। যোগাযোগ : ৪৮০, মালিবাগ, ঢাকা-১২১৭। [29, 149, 222, 230]
table-cell-post: অফিস সহকারী-কাম-কম্পিউটার মুদ্রাক্ষরিক [877, 1592, 1030, 1638]
ad-ref: সি: ১৩৬৬০/১৭ [548, 256, 614, 269]
ad-title: নিয়োগ বিজ্ঞপ্তি : [29, 639, 109, 653]
ad-body: নতুন ভবন, গাড়ি পার্কিংসহ। [297, 821, 417, 835]
ad-ref: সি: ১৩৬৬৮/১৭ [362, 330, 428, 343]
iub-post-name: মেকানিক (১টি পদ) [252, 1842, 347, 1855]
table-cell-post: হিসাব সহকারী [877, 1356, 1030, 1382]
ad-ref: সি: ১৩৬৫০/১৭ [156, 1040, 222, 1053]
table-cell-sl: ১২ [837, 1356, 877, 1382]
table-cell-rolls: ১৮০০১, ১৮০১৫, ১৮০২৯, ১৮০৩৮, ১৮০৪৬, ১৮০৫৩, ১৮০৬৭, ১৮০৭২, ১৮০৮৮, ১৮০৯৫, ১৮১০৩, ১৮১২৪, ১৮১৩৭, ১৮১৫২, ১৮১৬৮ ... = ৪০ জন [1030, 1173, 1324, 1238]
table-cell-post: ফিল্ড সুপারভাইজার [877, 1501, 1030, 1546]
table-cell-when: ১৮.০৬.২০১৭ খ্রিঃ, সকাল-১০:৩০ হতে [1324, 1638, 1525, 1684]
ad-ref: সি: ১৩৬৯৪/১৭ [548, 199, 614, 212]
table-cell-when [1324, 1474, 1525, 1501]
ad-ref: সি: ১৩৬২৫/১৭ [362, 572, 428, 585]
table-cell-sl: ১৯ [837, 1684, 877, 1711]
article-headline: পাল্টে যাচ্ছে [655, 559, 779, 590]
table-cell-rolls: ২৩০০২, ২৩০০৮, ২৩০১৪ = ০৩ জন [1030, 1382, 1324, 1428]
table-cell-sl: ৯ [837, 1173, 877, 1238]
ad-ref: সি: ১৩৬৫৭/১৭ [156, 983, 222, 996]
column-divider [1005, 106, 1006, 653]
classified-ad [27, 252, 224, 325]
classified-ad [440, 274, 615, 331]
